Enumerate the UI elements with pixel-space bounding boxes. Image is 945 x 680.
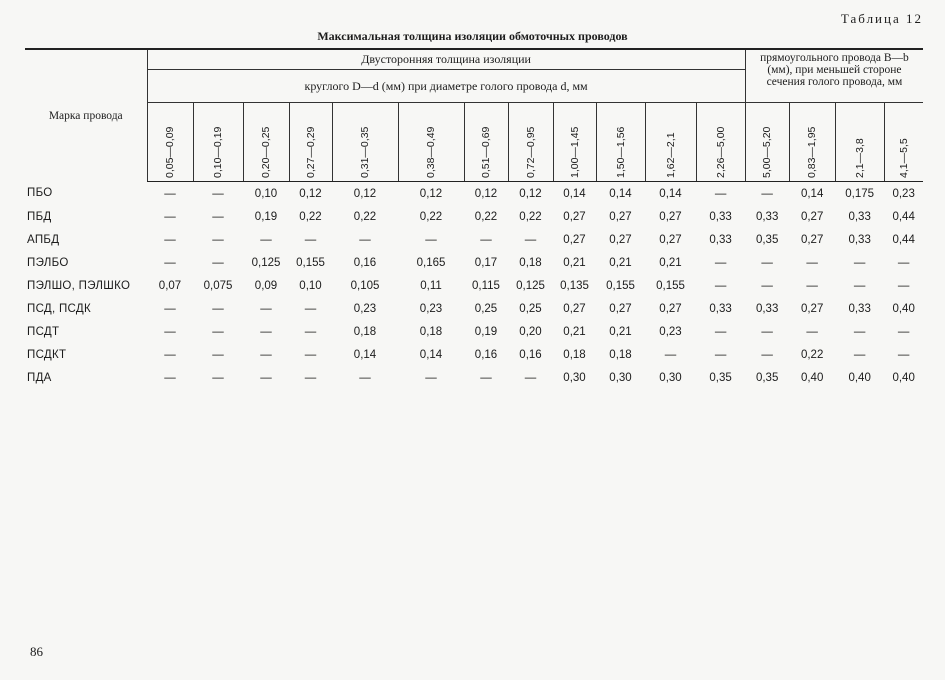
table-cell: 0,12 [419,187,443,200]
table-cell: — [164,348,176,361]
table-cell: — [761,325,773,338]
table-cell: 0,18 [419,325,443,338]
group-header-rectangular: прямоугольного провода B—b (мм), при меньшей стороне сечения голого провода, мм [745,49,923,103]
table-cell: 0,27 [800,210,824,223]
table-cell: 0,33 [709,210,732,223]
table-cell: — [897,348,910,361]
table-cell: 0,115 [472,279,500,292]
table-row [25,228,923,251]
table-cell: — [425,371,437,384]
column-header-range [645,103,696,182]
table-cell: — [897,256,910,269]
table-cell: 0,33 [709,302,732,315]
table-cell: — [897,279,910,292]
wire-grade: ПБД [27,210,52,223]
table-cell: — [212,302,224,315]
table-cell: 0,22 [353,210,377,223]
column-header-range [596,103,645,182]
table-cell: 0,21 [659,256,682,269]
table-cell: — [664,348,677,361]
table-cell: 0,125 [251,256,281,269]
table-cell: 0,11 [420,279,442,292]
table-cell: — [714,256,727,269]
table-row [25,274,923,297]
table-cell: — [260,325,272,338]
table-cell: — [524,233,537,246]
table-cell: 0,27 [563,233,586,246]
wire-grade: ПСДКТ [27,348,67,361]
table-cell: — [212,256,224,269]
wire-grade: ПСД, ПСДК [27,302,92,315]
table-cell: — [714,348,727,361]
table-cell: — [714,325,727,338]
table-cell: 0,10 [254,187,278,200]
group-header-round: круглого D—d (мм) при диаметре голого провода d, мм [147,70,745,103]
table-cell: 0,33 [709,233,732,246]
table-cell: — [761,348,773,361]
table-cell: 0,40 [800,371,824,384]
table-cell: — [212,371,224,384]
table-cell: 0,25 [474,302,498,315]
table-cell: 0,27 [609,302,632,315]
table-cell: — [853,279,866,292]
grade-column-header: Марка провода [25,49,147,182]
table-cell: — [806,279,818,292]
table-cell: — [260,233,272,246]
column-header-range [508,103,553,182]
column-header-range [398,103,464,182]
table-cell: — [212,187,224,200]
table-cell: 0,18 [609,348,632,361]
table-cell: 0,35 [709,371,732,384]
table-cell: 0,165 [416,256,446,269]
column-range-label: 5,00—5,20 [761,126,774,178]
column-range-label: 1,50—1,56 [614,126,627,178]
table-cell: 0,44 [892,233,915,246]
table-cell: — [304,325,317,338]
table-cell: 0,22 [419,210,443,223]
table-cell: 0,27 [563,210,586,223]
table-cell: 0,16 [353,256,377,269]
table-row [25,320,923,343]
table-cell: 0,135 [560,279,589,292]
table-cell: 0,14 [609,187,632,200]
table-cell: 0,16 [519,348,542,361]
column-header-range [696,103,745,182]
table-cell: 0,20 [519,325,542,338]
column-range-label: 0,10—0,19 [212,126,224,178]
table-cell: 0,27 [800,302,824,315]
table-cell: 0,30 [609,371,632,384]
table-cell: 0,27 [609,210,632,223]
table-cell: — [425,233,437,246]
table-cell: 0,22 [299,210,322,223]
table-cell: 0,12 [474,187,498,200]
table-cell: 0,27 [563,302,586,315]
table-cell: 0,33 [848,302,871,315]
table-cell: — [164,302,176,315]
table-cell: 0,21 [563,325,586,338]
column-header-range [789,103,835,182]
table-cell: 0,27 [659,210,682,223]
table-cell: 0,17 [474,256,498,269]
table-cell: — [714,187,727,200]
table-cell: 0,33 [755,302,779,315]
table-cell: — [304,233,317,246]
table-row [25,366,923,389]
table-cell: — [164,325,176,338]
table-cell: — [761,279,773,292]
table-cell: — [359,233,371,246]
table-cell: 0,18 [353,325,377,338]
column-range-label: 0,83—1,95 [806,126,819,178]
column-range-label: 0,38—0,49 [425,126,437,178]
column-range-label: 2,26—5,00 [714,126,727,178]
table-cell: 0,12 [299,187,322,200]
column-range-label: 0,31—0,35 [359,126,371,178]
table-cell: — [761,256,773,269]
wire-grade: ПЭЛШО, ПЭЛШКО [27,279,131,292]
table-cell: 0,22 [474,210,498,223]
table-cell: — [164,210,176,223]
table-row [25,251,923,274]
table-cell: — [164,233,176,246]
table-cell: 0,40 [848,371,871,384]
table-cell: 0,125 [516,279,545,292]
table-cell: 0,10 [299,279,322,292]
table-cell: 0,175 [845,187,875,200]
table-cell: 0,27 [659,233,682,246]
column-header-range [243,103,289,182]
table-cell: — [853,325,866,338]
table-cell: — [304,302,317,315]
table-cell: 0,07 [158,279,182,292]
table-cell: 0,23 [419,302,443,315]
table-cell: 0,075 [203,279,233,292]
table-cell: 0,33 [848,233,871,246]
table-cell: — [524,371,537,384]
column-header-range [289,103,332,182]
table-cell: — [359,371,371,384]
table-cell: 0,14 [659,187,682,200]
table-cell: 0,23 [659,325,682,338]
table-cell: 0,25 [519,302,542,315]
column-header-range [835,103,884,182]
table-cell: 0,12 [519,187,542,200]
table-cell: 0,18 [519,256,542,269]
column-range-label: 0,05—0,09 [164,126,176,178]
table-cell: 0,19 [474,325,498,338]
table-cell: — [853,256,866,269]
table-cell: — [304,371,317,384]
table-cell: — [480,233,492,246]
table-cell: — [260,371,272,384]
table-cell: 0,18 [563,348,586,361]
table-row [25,297,923,320]
wire-grade: ПЭЛБО [27,256,69,269]
group-header-two-sided: Двусторонняя толщина изоляции [147,49,745,70]
page-number: 86 [30,644,43,659]
insulation-table [25,48,923,389]
table-cell: 0,14 [800,187,824,200]
table-cell: 0,155 [606,279,635,292]
table-cell: — [480,371,492,384]
table-cell: — [304,348,317,361]
table-cell: 0,14 [353,348,377,361]
table-cell: — [164,187,176,200]
table-cell: 0,155 [656,279,685,292]
table-cell: 0,22 [800,348,824,361]
table-cell: 0,23 [353,302,377,315]
table-cell: — [212,348,224,361]
table-cell: — [212,210,224,223]
table-cell: 0,21 [563,256,586,269]
table-cell: — [714,279,727,292]
column-header-range [193,103,243,182]
table-cell: 0,21 [609,325,632,338]
column-header-range [553,103,596,182]
column-range-label: 1,62—2,1 [664,132,677,178]
table-cell: — [897,325,910,338]
table-cell: — [164,256,176,269]
table-row [25,205,923,228]
column-header-range [464,103,508,182]
table-cell: 0,27 [609,233,632,246]
table-title: Максимальная толщина изоляции обмоточных проводов [317,29,628,43]
table-cell: — [853,348,866,361]
column-header-range [884,103,923,182]
column-range-label: 0,51—0,69 [480,126,492,178]
wire-grade: АПБД [27,233,60,246]
table-cell: 0,27 [659,302,682,315]
table-cell: 0,33 [755,210,779,223]
column-header-range [147,103,193,182]
wire-grade: ПДА [27,371,52,384]
table-cell: 0,23 [892,187,915,200]
table-cell: — [761,187,773,200]
wire-grade: ПСДТ [27,325,60,338]
table-cell: 0,12 [353,187,377,200]
column-range-label: 0,72—0,95 [524,126,537,178]
table-cell: 0,21 [609,256,632,269]
table-row [25,182,923,206]
table-cell: — [164,371,176,384]
column-range-label: 1,00—1,45 [568,126,581,178]
column-range-label: 2,1—3,8 [853,138,866,178]
wire-grade: ПБО [27,187,53,200]
column-range-label: 0,20—0,25 [260,126,272,178]
table-cell: 0,35 [755,233,779,246]
column-header-range [332,103,398,182]
table-cell: 0,19 [254,210,278,223]
table-cell: 0,44 [892,210,915,223]
table-cell: — [212,325,224,338]
table-cell: — [212,233,224,246]
table-cell: 0,14 [419,348,443,361]
table-cell: 0,40 [892,302,915,315]
table-cell: 0,155 [296,256,325,269]
table-cell: 0,16 [474,348,498,361]
table-cell: 0,09 [254,279,278,292]
table-cell: 0,33 [848,210,871,223]
table-cell: 0,27 [800,233,824,246]
table-cell: 0,105 [350,279,380,292]
table-cell: 0,22 [519,210,542,223]
table-cell: 0,14 [563,187,586,200]
column-range-label: 0,27—0,29 [304,126,317,178]
table-number: Таблица 12 [840,11,923,26]
table-cell: 0,35 [755,371,779,384]
table-cell: — [806,256,818,269]
table-cell: — [806,325,818,338]
column-header-range [745,103,789,182]
table-cell: — [260,348,272,361]
table-cell: 0,40 [892,371,915,384]
table-row [25,343,923,366]
table-cell: 0,30 [563,371,586,384]
table-cell: 0,30 [659,371,682,384]
table-cell: — [260,302,272,315]
column-range-label: 4,1—5,5 [897,138,910,178]
